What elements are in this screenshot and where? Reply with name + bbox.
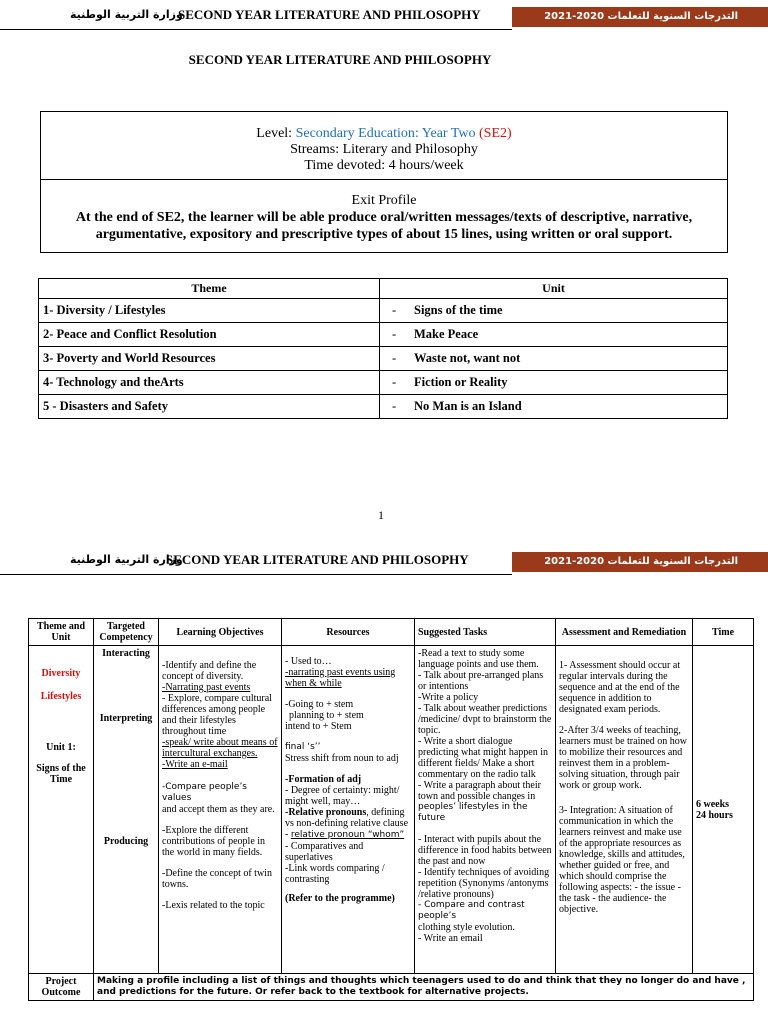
table-header-row bbox=[39, 279, 728, 299]
resource-item: - Degree of certainty: might/ might well, may… bbox=[285, 785, 400, 807]
unit-label: Make Peace bbox=[414, 327, 479, 341]
task-item: - Interact with pupils about the difference in food habits between the past and now bbox=[418, 834, 552, 867]
unit-label: Unit 1: bbox=[46, 742, 76, 753]
theme-cell: 3- Poverty and World Resources bbox=[39, 347, 380, 371]
unit-cell bbox=[380, 347, 728, 371]
resource-item: - Used to… bbox=[285, 656, 332, 667]
resource-item bbox=[285, 829, 411, 841]
relative-pronouns-label: -Relative pronouns bbox=[285, 807, 367, 818]
table-header-row bbox=[29, 619, 754, 646]
unit-cell bbox=[380, 299, 728, 323]
resource-item: final ‘s’’ bbox=[285, 742, 321, 752]
objective-item: -Compare people’s values bbox=[162, 782, 247, 803]
resource-item bbox=[285, 807, 411, 829]
resource-item: - Comparatives and superlatives bbox=[285, 841, 364, 863]
objective-item: and accept them as they are. bbox=[162, 804, 275, 815]
page-subtitle: SECOND YEAR LITERATURE AND PHILOSOPHY bbox=[188, 52, 492, 67]
resource-item: -Going to + stem bbox=[285, 699, 354, 710]
relative-pronouns-text: , defining vs non-defining relative clause bbox=[285, 807, 409, 829]
unit-label: Waste not, want not bbox=[414, 351, 521, 365]
objective-item: -speak/ write about means of intercultural exchanges. bbox=[162, 737, 278, 759]
project-text: Making a profile including a list of things and thoughts which teenagers used to do and think that they no longer do and have , and predictions for the future. Or refer back to the textbook for alternative projects. bbox=[94, 974, 754, 1001]
header-title: SECOND YEAR LITERATURE AND PHILOSOPHY bbox=[166, 552, 469, 567]
theme-header: Theme bbox=[39, 279, 380, 299]
unit-cell bbox=[380, 323, 728, 347]
competency-producing: Producing bbox=[103, 836, 149, 847]
resource-item: Stress shift from noun to adj bbox=[285, 753, 399, 764]
unit-header: Unit bbox=[380, 279, 728, 299]
whom-label: relative pronoun “whom” bbox=[290, 830, 405, 840]
task-item: - Talk about pre-arranged plans or intentions bbox=[418, 670, 544, 692]
bullet-dash: - bbox=[392, 303, 397, 317]
col-header: Assessment and Remediation bbox=[556, 619, 693, 646]
unit-label: Fiction or Reality bbox=[414, 375, 508, 389]
table-row bbox=[39, 395, 728, 419]
bullet-dash: - bbox=[392, 375, 397, 389]
bullet-dash: - bbox=[392, 327, 397, 341]
tasks-cell bbox=[415, 646, 556, 974]
theme-cell: 2- Peace and Conflict Resolution bbox=[39, 323, 380, 347]
theme-unit-cell bbox=[29, 646, 94, 974]
theme-name: Diversity bbox=[41, 668, 81, 679]
assessment-item: 3- Integration: A situation of communication in which the learners reinvest and make use of the appropriate resources as knowledge, skills and attitudes, whether guided or free, and which should comprise the following aspects: - the issue - the task - the audience- the objective. bbox=[559, 805, 685, 915]
task-item: clothing style evolution. bbox=[418, 922, 515, 933]
ministry-label: وزارة التربية الوطنية bbox=[70, 8, 183, 21]
level-info bbox=[41, 112, 727, 180]
level-box bbox=[40, 111, 728, 253]
objective-item: -Identify and define the concept of diversity. bbox=[162, 660, 257, 682]
theme-cell: 5 - Disasters and Safety bbox=[39, 395, 380, 419]
theme-unit-table bbox=[38, 278, 728, 419]
assessment-item: 2-After 3/4 weeks of teaching, learners must be trained on how to mobilize their resources and reinvest them in a problem-solving situation, through pair work or group work. bbox=[559, 725, 688, 791]
resource-item: -narrating past events using when & while bbox=[285, 667, 396, 689]
bullet-dash: - bbox=[392, 399, 397, 413]
time-hours: 24 hours bbox=[696, 809, 733, 821]
exit-text: At the end of SE2, the learner will be able produce oral/written messages/texts of descriptive, narrative, argumentative, expository and prescriptive types of about 15 lines, using written or oral support. bbox=[75, 210, 693, 242]
time-cell bbox=[693, 646, 754, 974]
col-header: Time bbox=[693, 619, 754, 646]
table-row bbox=[39, 299, 728, 323]
unit-label: No Man is an Island bbox=[414, 399, 522, 413]
resource-item: intend to + Stem bbox=[285, 721, 352, 732]
task-item: - Identify techniques of avoiding repetition (Synonyms /antonyms /relative pronouns) bbox=[418, 867, 550, 900]
page-header bbox=[0, 4, 768, 30]
unit-cell bbox=[380, 395, 728, 419]
task-item: - Write a short dialogue predicting what might happen in different fields/ Make a short commentary on the radio talk bbox=[418, 736, 548, 780]
level-label: Level: bbox=[256, 126, 296, 141]
objective-item: -Define the concept of twin towns. bbox=[162, 868, 272, 890]
header-banner: التدرجات السنوية للتعلمات 2020-2021 bbox=[512, 7, 768, 27]
resource-item: planning to + stem bbox=[289, 710, 364, 721]
objective-item: -Write an e-mail bbox=[162, 759, 228, 770]
header-title: SECOND YEAR LITERATURE AND PHILOSOPHY bbox=[178, 7, 481, 22]
resource-item: -Link words comparing / contrasting bbox=[285, 863, 385, 885]
header-banner: التدرجات السنوية للتعلمات 2020-2021 bbox=[512, 552, 768, 572]
theme-name-2: Lifestyles bbox=[40, 691, 82, 702]
col-header: Resources bbox=[282, 619, 415, 646]
theme-cell: 1- Diversity / Lifestyles bbox=[39, 299, 380, 323]
task-item: - Compare and contrast people’s bbox=[418, 900, 525, 921]
objectives-cell bbox=[159, 646, 282, 974]
competency-interpreting: Interpreting bbox=[99, 713, 153, 724]
task-item: -Write a policy bbox=[418, 692, 479, 703]
task-item: - Write an email bbox=[418, 933, 483, 944]
resources-cell bbox=[282, 646, 415, 974]
level-code: (SE2) bbox=[479, 126, 512, 141]
resource-item: -Formation of adj bbox=[285, 774, 362, 785]
level-value: Secondary Education: Year Two bbox=[295, 126, 480, 141]
exit-profile bbox=[41, 180, 727, 243]
unit-label: Signs of the time bbox=[414, 303, 503, 317]
objective-item: -Lexis related to the topic bbox=[162, 900, 265, 911]
header-rule bbox=[0, 574, 512, 575]
time-weeks: 6 weeks bbox=[696, 798, 730, 810]
curriculum-table bbox=[28, 618, 754, 1001]
dash: - bbox=[285, 829, 291, 840]
page-header-2 bbox=[0, 549, 768, 575]
level-line bbox=[41, 126, 727, 142]
project-row bbox=[29, 974, 754, 1001]
unit-name: Signs of the Time bbox=[36, 763, 86, 785]
task-item: - Write a paragraph about their town and possible changes in bbox=[418, 780, 541, 802]
competency-cell bbox=[94, 646, 159, 974]
col-header: Theme and Unit bbox=[29, 619, 94, 646]
page-number: 1 bbox=[378, 508, 384, 522]
assessment-item: 1- Assessment should occur at regular intervals during the sequence and at the end of the sequence in addition to designated exam periods. bbox=[559, 660, 681, 715]
task-item: - Talk about weather predictions /medicine/ dvpt to brainstorm the topic. bbox=[418, 703, 552, 736]
table-row bbox=[29, 646, 754, 974]
objective-item: - Explore, compare cultural differences among people and their lifestyles throughout time bbox=[162, 693, 272, 737]
exit-title: Exit Profile bbox=[351, 193, 417, 208]
objective-item: -Narrating past events bbox=[162, 682, 251, 693]
resource-item: (Refer to the programme) bbox=[285, 893, 395, 904]
table-row bbox=[39, 371, 728, 395]
project-label: Project Outcome bbox=[29, 974, 94, 1001]
assessment-cell bbox=[556, 646, 693, 974]
time-line: Time devoted: 4 hours/week bbox=[304, 158, 464, 173]
objective-item: -Explore the different contributions of people in the world in many fields. bbox=[162, 825, 266, 858]
ministry-label: وزارة التربية الوطنية bbox=[70, 553, 183, 566]
task-item: -Read a text to study some language points and use them. bbox=[418, 648, 539, 670]
table-row bbox=[39, 323, 728, 347]
streams-line: Streams: Literary and Philosophy bbox=[290, 142, 478, 157]
theme-cell: 4- Technology and theArts bbox=[39, 371, 380, 395]
col-header: Learning Objectives bbox=[159, 619, 282, 646]
col-header: Suggested Tasks bbox=[415, 619, 556, 646]
bullet-dash: - bbox=[392, 351, 397, 365]
unit-cell bbox=[380, 371, 728, 395]
task-item: peoples’ lifestyles in the future bbox=[418, 802, 528, 823]
col-header: Targeted Competency bbox=[94, 619, 159, 646]
competency-interacting: Interacting bbox=[102, 648, 150, 659]
table-row bbox=[39, 347, 728, 371]
header-rule bbox=[0, 29, 512, 30]
